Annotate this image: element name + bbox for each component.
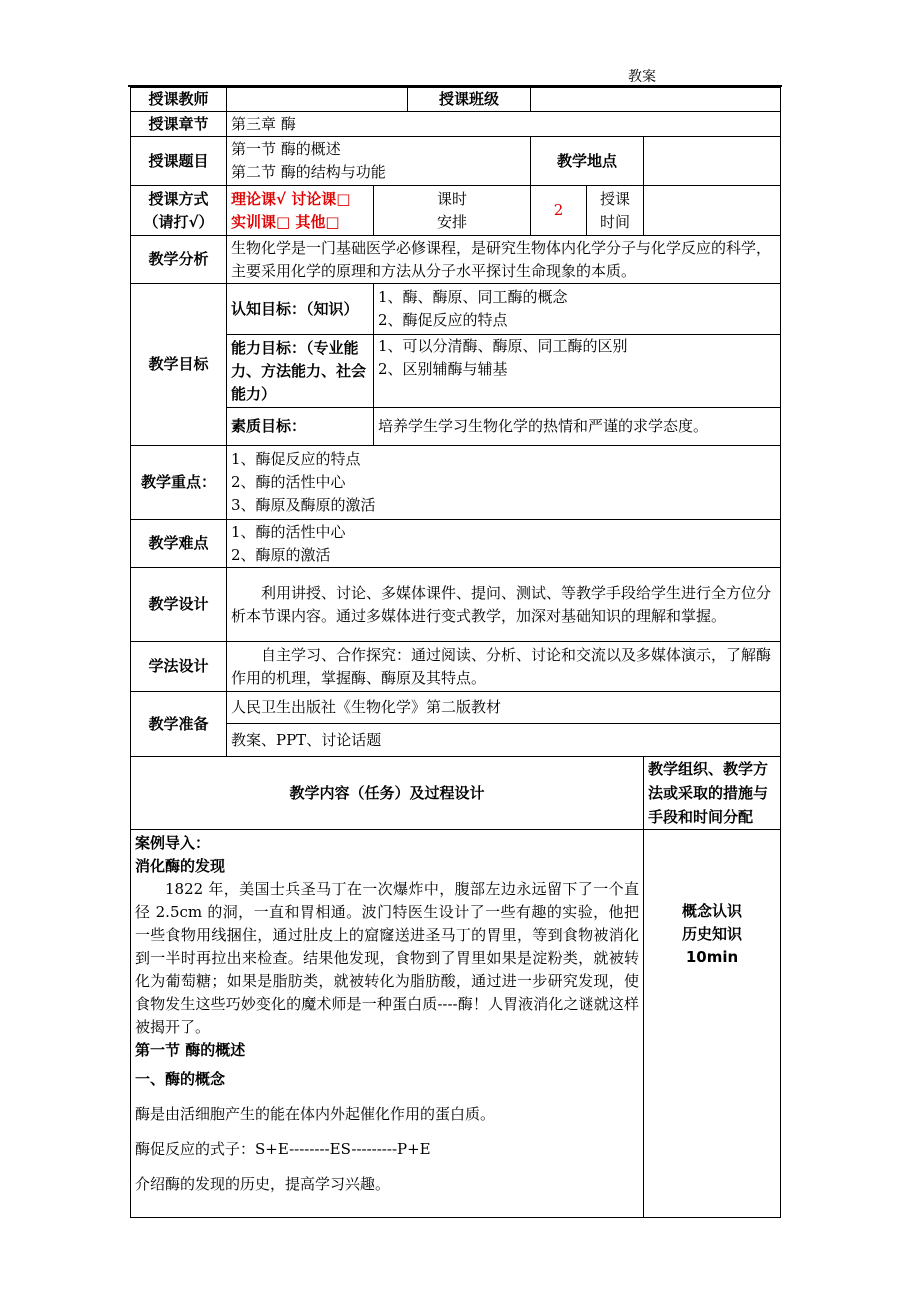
method-label-line-1: 授课方式: [148, 189, 209, 208]
cognitive-item-1: 1、酶、酶原、同工酶的概念: [378, 288, 568, 306]
method-label-line-2: （请打√）: [143, 212, 214, 231]
topic-value: [227, 137, 531, 186]
content-body: [131, 830, 644, 1218]
difficulty-item: 1、酶的活性中心: [231, 522, 346, 541]
analysis-label: 教学分析: [131, 236, 227, 284]
difficulties-label: 教学难点: [131, 520, 227, 568]
preparation-item-1: 人民卫生出版社《生物化学》第二版教材: [227, 692, 781, 724]
method-options: [227, 186, 374, 236]
ability-item-1: 1、可以分清酶、酶原、同工酶的区别: [378, 337, 628, 355]
topic-line-1: 第一节 酶的概述: [231, 140, 341, 158]
case-text: 1822 年，美国士兵圣马丁在一次爆炸中，腹部左边永远留下了一个直径 2.5cm 的洞，一直和胃相通。波门特医生设计了一些有趣的实验，他把一些食物用线捆住，通过肚皮上的窟窿送进圣马丁的胃里，等到食物被消化到一半时再拉出来检查。结果他发现，食物到了胃里如果是淀粉类，就被转化为葡萄糖；如果是脂肪类，就被转化为脂肪酸，通过进一步研究发现，使食物发生这些巧妙变化的魔术师是一种蛋白质----酶！人胃液消化之谜就这样被揭开了。: [135, 880, 639, 1036]
teacher-value: [227, 88, 408, 112]
difficulty-item: 2、酶原的激活: [231, 545, 331, 564]
ability-objective-label: 能力目标：（专业能力、方法能力、社会能力）: [227, 335, 374, 408]
page-header-title: 教案: [628, 69, 656, 85]
hours-label: [374, 186, 531, 236]
class-label: 授课班级: [408, 88, 531, 112]
key-points-value: [227, 446, 781, 520]
topic-label: 授课题目: [131, 137, 227, 186]
method-label: [131, 186, 227, 236]
case-intro-heading: 案例导入：: [135, 834, 211, 852]
ability-item-2: 2、区别辅酶与辅基: [378, 360, 508, 378]
key-points-label: 教学重点：: [131, 446, 227, 520]
objectives-label: 教学目标: [131, 284, 227, 446]
time-value: [644, 186, 781, 236]
time-label-line-2: 时间: [599, 212, 630, 231]
history-note: 介绍酶的发现的历史，提高学习兴趣。: [135, 1175, 391, 1193]
side-note-item: 概念认识: [681, 902, 742, 920]
difficulties-value: [227, 520, 781, 568]
location-label: 教学地点: [531, 137, 644, 186]
cognitive-objective-value: [374, 284, 781, 335]
hours-label-line-1: 课时: [436, 189, 467, 208]
ability-objective-value: [374, 335, 781, 408]
side-notes: [644, 830, 781, 1218]
side-note-item: 历史知识: [681, 925, 742, 943]
key-point-item: 3、酶原及酶原的激活: [231, 496, 376, 514]
key-point-item: 2、酶的活性中心: [231, 473, 346, 491]
hours-label-line-2: 安排: [436, 212, 467, 231]
side-header: [644, 757, 781, 830]
side-note-item: 10min: [685, 948, 739, 966]
class-value: [531, 88, 781, 112]
study-method-value: 自主学习、合作探究：通过阅读、分析、讨论和交流以及多媒体演示，了解酶作用的机理，掌握酶、酶原及其特点。: [227, 642, 781, 692]
quality-objective-label: 素质目标：: [227, 408, 374, 446]
study-method-label: 学法设计: [131, 642, 227, 692]
chapter-value: 第三章 酶: [227, 112, 781, 137]
key-point-item: 1、酶促反应的特点: [231, 450, 361, 468]
cognitive-item-2: 2、酶促反应的特点: [378, 311, 508, 329]
hours-value: 2: [531, 186, 587, 236]
side-header-line-3: 手段和时间分配: [648, 808, 754, 826]
reaction-formula: 酶促反应的式子：S+E--------ES---------P+E: [135, 1140, 431, 1158]
time-label-line-1: 授课: [599, 189, 630, 208]
method-options-line-2: 实训课□ 其他□: [231, 212, 340, 231]
side-header-line-2: 法或采取的措施与: [648, 784, 769, 802]
chapter-label: 授课章节: [131, 112, 227, 137]
design-label: 教学设计: [131, 568, 227, 642]
side-header-line-1: 教学组织、教学方: [648, 760, 769, 778]
location-value: [644, 137, 781, 186]
section-title: 第一节 酶的概述: [135, 1041, 246, 1059]
content-header: 教学内容（任务）及过程设计: [131, 757, 644, 830]
subsection-title: 一、酶的概念: [135, 1070, 226, 1088]
case-title: 消化酶的发现: [135, 857, 226, 875]
topic-line-2: 第二节 酶的结构与功能: [231, 163, 386, 181]
analysis-value: 生物化学是一门基础医学必修课程，是研究生物体内化学分子与化学反应的科学，主要采用化学的原理和方法从分子水平探讨生命现象的本质。: [227, 236, 781, 284]
quality-objective-value: 培养学生学习生物化学的热情和严谨的求学态度。: [374, 408, 781, 446]
cognitive-objective-label: 认知目标：（知识）: [227, 284, 374, 335]
enzyme-definition: 酶是由活细胞产生的能在体内外起催化作用的蛋白质。: [135, 1105, 496, 1123]
preparation-label: 教学准备: [131, 692, 227, 757]
preparation-item-2: 教案、PPT、讨论话题: [227, 724, 781, 757]
lesson-plan-table: [130, 87, 781, 1218]
method-options-line-1: 理论课√ 讨论课□: [231, 189, 351, 208]
design-value: 利用讲授、讨论、多媒体课件、提问、测试、等教学手段给学生进行全方位分析本节课内容。通过多媒体进行变式教学，加深对基础知识的理解和掌握。: [227, 568, 781, 642]
time-label: [587, 186, 644, 236]
teacher-label: 授课教师: [131, 88, 227, 112]
